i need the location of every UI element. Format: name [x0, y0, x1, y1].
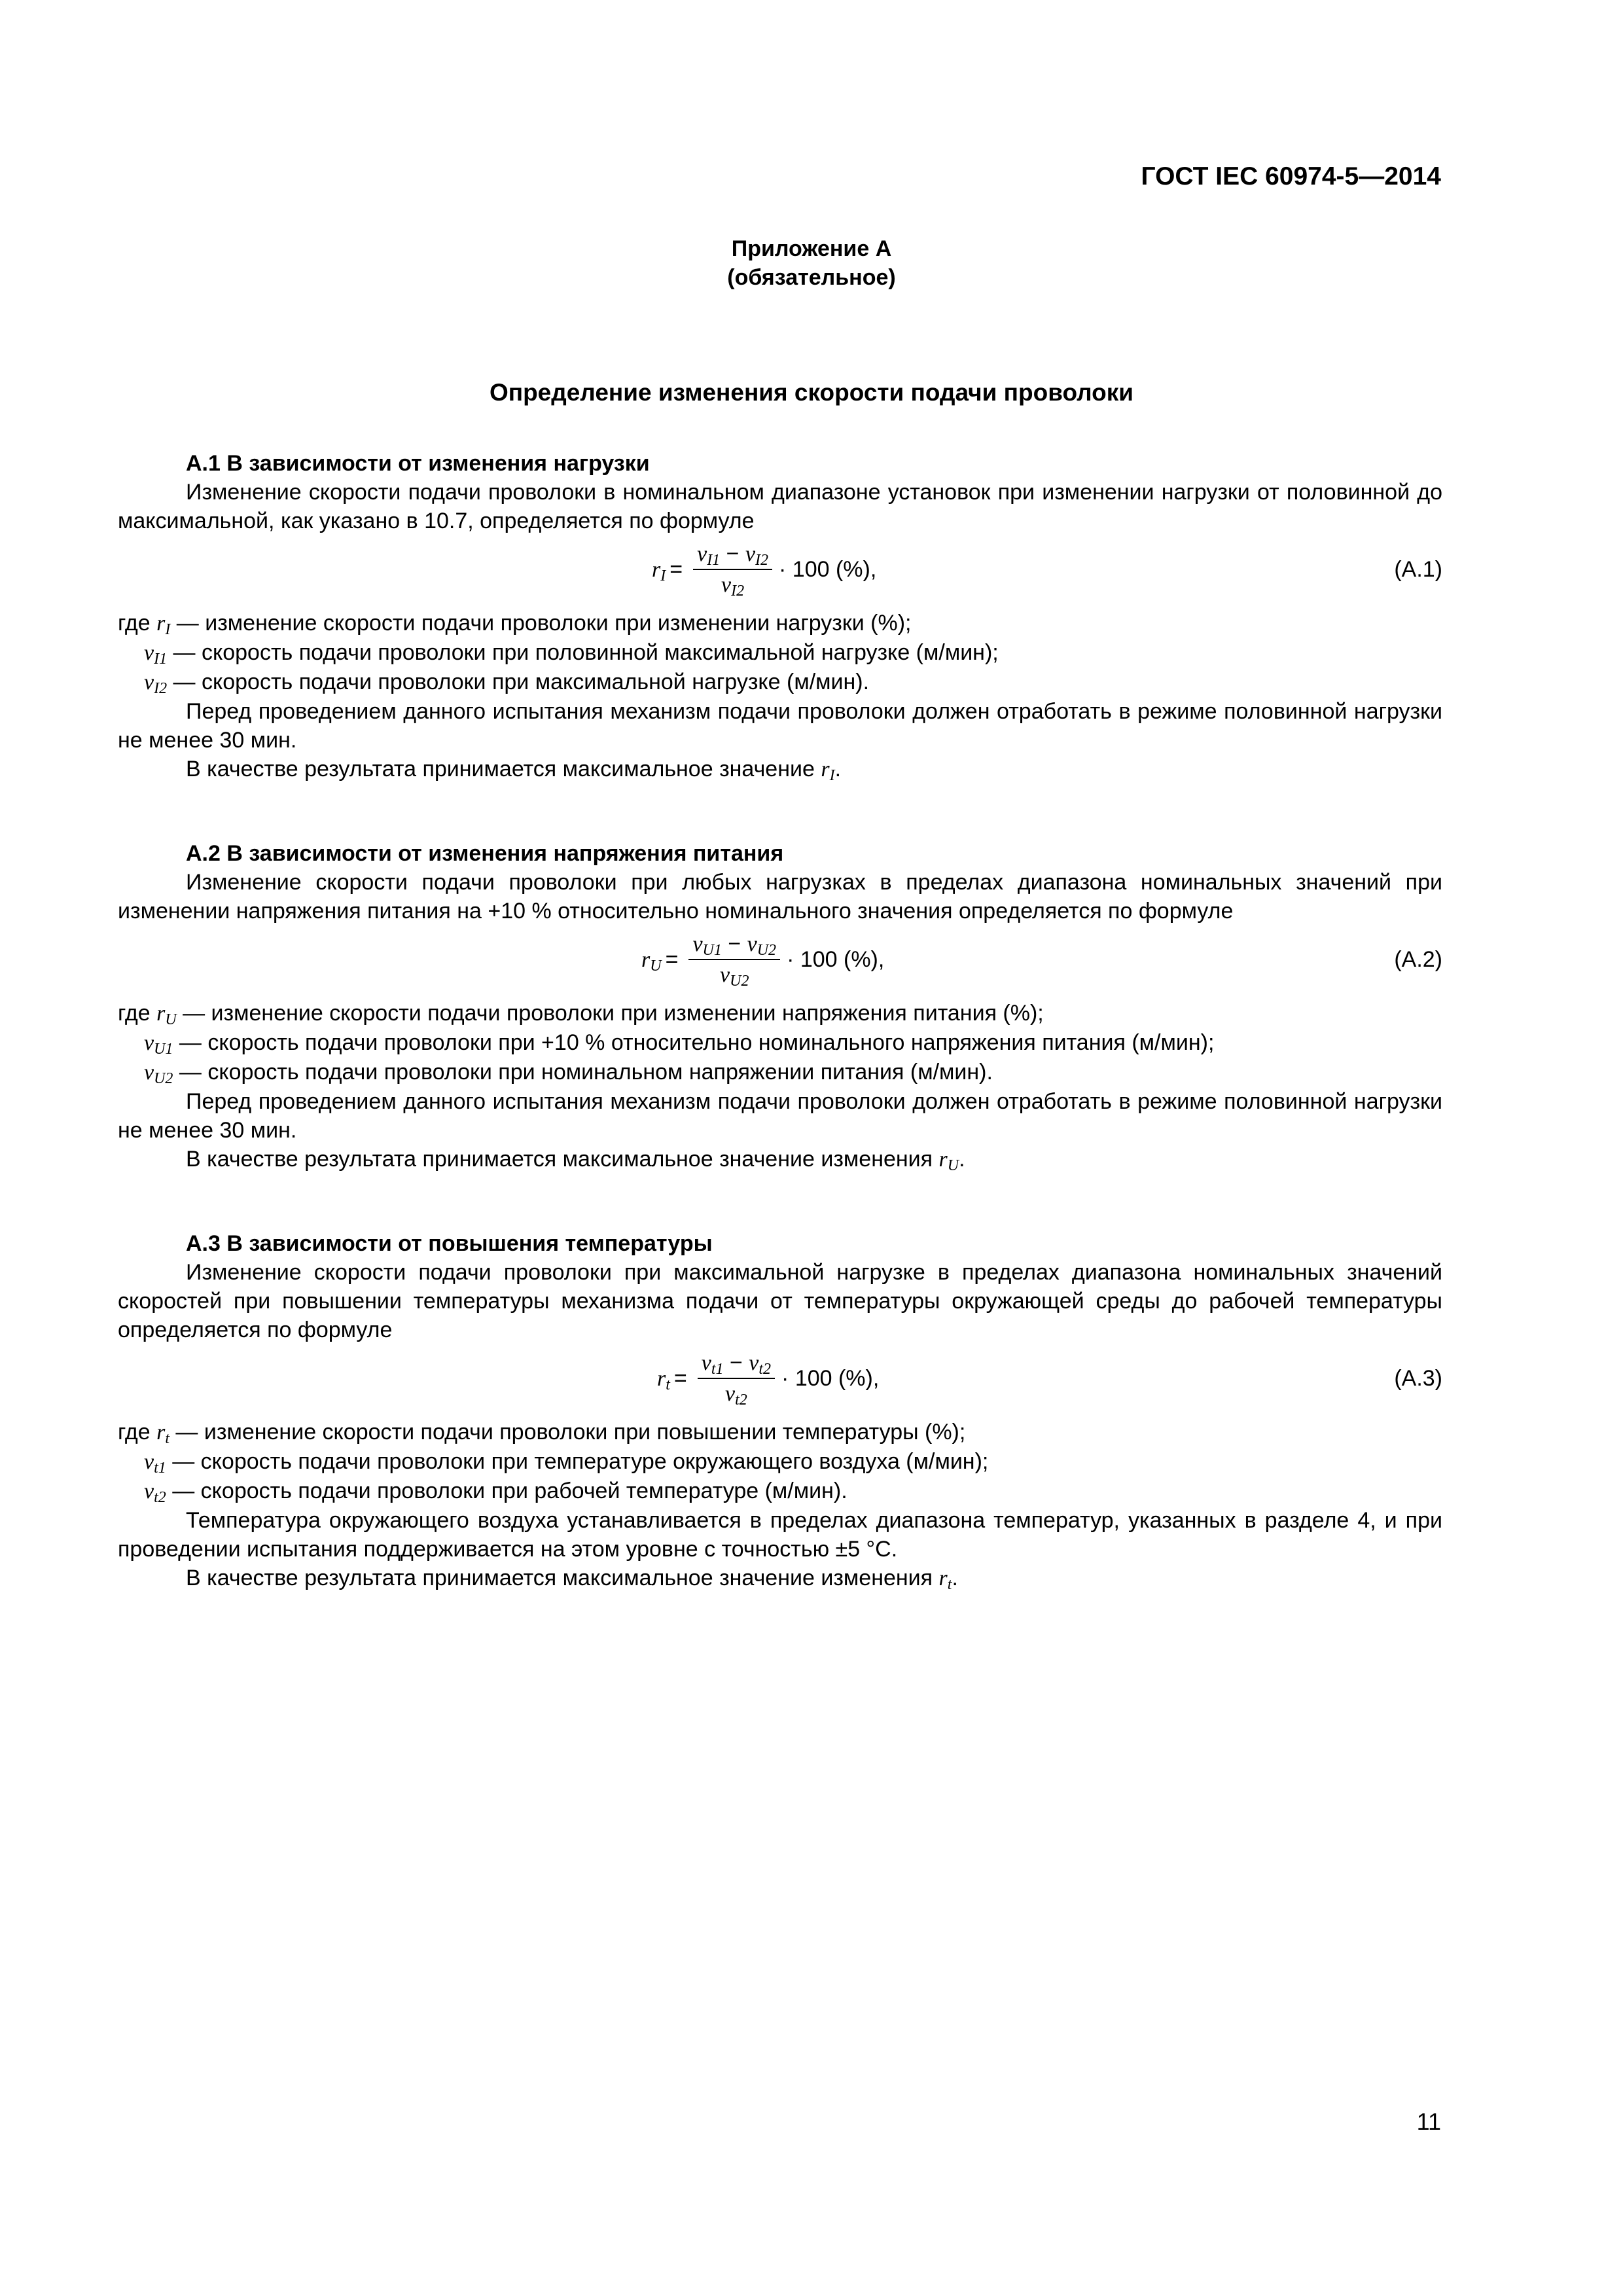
definition-row: $v_{I1}$ — скорость подачи проволоки при половинной максимальной нагрузке (м/мин);	[144, 640, 999, 668]
formula-denominator: $v_{I2}$	[721, 573, 745, 600]
standard-number: ГОСТ IEC 60974-5—2014	[1141, 162, 1441, 190]
annex-title: Приложение А	[731, 236, 892, 261]
formula-lhs: $r_t$	[657, 1366, 670, 1393]
paragraph: Перед проведением данного испытания механизм подачи проволоки должен отработать в режиме половинной нагрузки не менее 30 мин.	[118, 1089, 1442, 1143]
formula-numerator: $v_{t1} - v_{t2}$	[698, 1350, 775, 1379]
formula-numerator: $v_{U1} - v_{U2}$	[688, 931, 780, 960]
formula-fraction	[698, 1350, 775, 1407]
section-heading: А.1 В зависимости от изменения нагрузки	[186, 451, 650, 476]
definition-row: $v_{U2}$ — скорость подачи проволоки при номинальном напряжении питания (м/мин).	[144, 1060, 993, 1087]
formula-a2	[118, 925, 1442, 999]
definition-row: $v_{U1}$ — скорость подачи проволоки при +10 % относительно номинального напряжения питания (м/мин);	[144, 1030, 1215, 1058]
paragraph: Температура окружающего воздуха устанавливается в пределах диапазона температур, указанных в разделе 4, и при проведении испытания поддерживается на этом уровне с точностью ±5 °С.	[118, 1508, 1442, 1562]
section-a1	[118, 449, 1442, 784]
formula-tail: · 100 (%),	[787, 947, 885, 972]
definition-row: где $r_t$ — изменение скорости подачи проволоки при повышении температуры (%);	[118, 1420, 966, 1447]
formula-denominator: $v_{t2}$	[725, 1382, 747, 1408]
section-heading: А.2 В зависимости от изменения напряжения питания	[186, 841, 784, 866]
formula-denominator: $v_{U2}$	[720, 963, 749, 990]
section-intro: Изменение скорости подачи проволоки при любых нагрузках в пределах диапазона номинальных значений при изменении напряжения питания на +10 % относительно номинального значения определяется по формуле	[118, 870, 1442, 924]
result-paragraph: В качестве результата принимается максимальное значение $r_I$.	[186, 757, 842, 784]
formula-a3	[118, 1344, 1442, 1418]
main-title: Определение изменения скорости подачи проволоки	[489, 379, 1134, 406]
annex-status: (обязательное)	[727, 265, 896, 290]
formula-numerator: $v_{I1} - v_{I2}$	[693, 541, 772, 570]
formula-label: (А.3)	[1394, 1366, 1442, 1391]
definition-row: где $r_U$ — изменение скорости подачи проволоки при изменении напряжения питания (%);	[118, 1001, 1044, 1028]
definition-row: $v_{t1}$ — скорость подачи проволоки при температуре окружающего воздуха (м/мин);	[144, 1449, 989, 1477]
formula-lhs: $r_U$	[641, 947, 662, 975]
formula-a1	[118, 535, 1442, 609]
section-heading: А.3 В зависимости от повышения температуры	[186, 1231, 713, 1256]
formula-fraction	[688, 931, 780, 988]
section-a2	[118, 839, 1442, 1174]
definition-row: где $r_I$ — изменение скорости подачи проволоки при изменении нагрузки (%);	[118, 611, 912, 638]
section-a3	[118, 1229, 1442, 1593]
formula-expression: $r_t$ = $\frac{v_{t1} - v_{t2}}{v_{t2}}$ · 100 (%),	[657, 1350, 880, 1408]
section-intro: Изменение скорости подачи проволоки в номинальном диапазоне установок при изменении нагрузки от половинной до максимальной, как указано в 10.7, определяется по формуле	[118, 480, 1442, 533]
definition-row: $v_{I2}$ — скорость подачи проволоки при максимальной нагрузке (м/мин).	[144, 670, 870, 697]
formula-label: (А.1)	[1394, 557, 1442, 582]
paragraph: Перед проведением данного испытания механизм подачи проволоки должен отработать в режиме половинной нагрузки не менее 30 мин.	[118, 699, 1442, 753]
definition-row: $v_{t2}$ — скорость подачи проволоки при рабочей температуре (м/мин).	[144, 1479, 847, 1506]
formula-label: (А.2)	[1394, 947, 1442, 972]
result-paragraph: В качестве результата принимается максимальное значение изменения $r_U$.	[186, 1147, 965, 1174]
formula-tail: · 100 (%),	[781, 1366, 880, 1391]
result-paragraph: В качестве результата принимается максимальное значение изменения $r_t$.	[186, 1566, 958, 1593]
formula-expression: $r_I$ = $\frac{v_{I1} - v_{I2}}{v_{I2}}$ · 100 (%),	[652, 541, 877, 600]
annex-heading	[0, 234, 1623, 292]
formula-lhs: $r_I$	[652, 557, 666, 584]
formula-tail: · 100 (%),	[779, 557, 877, 582]
formula-fraction	[693, 541, 772, 598]
formula-expression: $r_U$ = $\frac{v_{U1} - v_{U2}}{v_{U2}}$ · 100 (%),	[641, 931, 885, 990]
section-intro: Изменение скорости подачи проволоки при максимальной нагрузке в пределах диапазона номинальных значений скоростей при повышении температуры механизма подачи от температуры окружающей среды до рабочей температуры определяется по формуле	[118, 1260, 1442, 1342]
page-number: 11	[1416, 2108, 1441, 2135]
